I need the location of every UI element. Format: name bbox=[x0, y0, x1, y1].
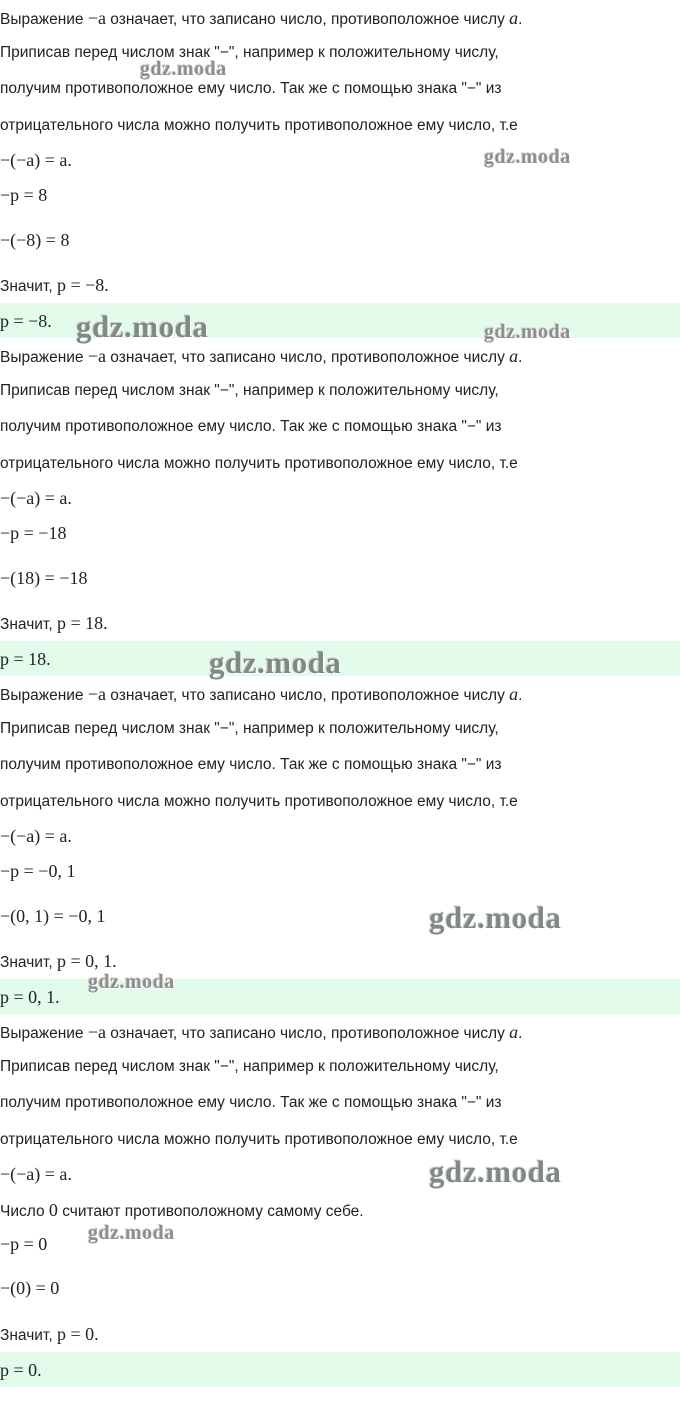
watermark: gdz.moda bbox=[140, 58, 227, 80]
explanation-line-1: Выражение −a означает, что записано число, противоположное числу a. bbox=[0, 684, 523, 704]
answer: p = 0. bbox=[0, 1360, 42, 1380]
equation-1: −p = −18 bbox=[0, 523, 67, 543]
watermark: gdz.moda bbox=[209, 645, 342, 680]
watermark: gdz.moda bbox=[484, 146, 571, 168]
answer: p = 18. bbox=[0, 649, 51, 669]
rule-formula: −(−a) = a. bbox=[0, 1164, 72, 1184]
conclusion: Значит, p = 0, 1. bbox=[0, 951, 117, 971]
conclusion: Значит, p = −8. bbox=[0, 275, 109, 295]
rule-formula: −(−a) = a. bbox=[0, 488, 72, 508]
rule-formula: −(−a) = a. bbox=[0, 150, 72, 170]
watermark: gdz.moda bbox=[88, 971, 175, 993]
explanation-line-3: получим противоположное ему число. Так же с помощью знака "−" из bbox=[0, 756, 502, 773]
watermark: gdz.moda bbox=[76, 309, 209, 344]
explanation-line-3: получим противоположное ему число. Так же с помощью знака "−" из bbox=[0, 1094, 502, 1111]
equation-1: −p = −0, 1 bbox=[0, 861, 76, 881]
equation-2: −(18) = −18 bbox=[0, 568, 88, 588]
equation-2: −(0) = 0 bbox=[0, 1278, 60, 1298]
answer: p = −8. bbox=[0, 311, 52, 331]
explanation-line-4: отрицательного числа можно получить противоположное ему число, т.е bbox=[0, 793, 518, 810]
explanation-line-1: Выражение −a означает, что записано число, противоположное числу a. bbox=[0, 8, 523, 28]
explanation-line-4: отрицательного числа можно получить противоположное ему число, т.е bbox=[0, 1131, 518, 1148]
zero-note: Число 0 считают противоположному самому себе. bbox=[0, 1200, 364, 1220]
watermark: gdz.moda bbox=[484, 321, 571, 343]
explanation-line-3: получим противоположное ему число. Так же с помощью знака "−" из bbox=[0, 80, 502, 97]
equation-2: −(−8) = 8 bbox=[0, 230, 70, 250]
watermark: gdz.moda bbox=[429, 900, 562, 935]
conclusion: Значит, p = 18. bbox=[0, 613, 108, 633]
explanation-line-1: Выражение −a означает, что записано число, противоположное числу a. bbox=[0, 346, 523, 366]
equation-1: −p = 8 bbox=[0, 185, 48, 205]
rule-formula: −(−a) = a. bbox=[0, 826, 72, 846]
answer-box bbox=[0, 1352, 680, 1387]
watermark: gdz.moda bbox=[429, 1154, 562, 1189]
explanation-line-4: отрицательного числа можно получить противоположное ему число, т.е bbox=[0, 455, 518, 472]
explanation-line-2: Приписав перед числом знак "−", например к положительному числу, bbox=[0, 44, 499, 61]
conclusion: Значит, p = 0. bbox=[0, 1324, 99, 1344]
explanation-line-2: Приписав перед числом знак "−", например к положительному числу, bbox=[0, 1058, 499, 1075]
equation-1: −p = 0 bbox=[0, 1234, 48, 1254]
explanation-line-1: Выражение −a означает, что записано число, противоположное числу a. bbox=[0, 1022, 523, 1042]
watermark: gdz.moda bbox=[88, 1222, 175, 1244]
explanation-line-2: Приписав перед числом знак "−", например к положительному числу, bbox=[0, 720, 499, 737]
explanation-line-3: получим противоположное ему число. Так же с помощью знака "−" из bbox=[0, 418, 502, 435]
explanation-line-2: Приписав перед числом знак "−", например к положительному числу, bbox=[0, 382, 499, 399]
answer: p = 0, 1. bbox=[0, 987, 60, 1007]
explanation-line-4: отрицательного числа можно получить противоположное ему число, т.е bbox=[0, 117, 518, 134]
equation-2: −(0, 1) = −0, 1 bbox=[0, 906, 106, 926]
